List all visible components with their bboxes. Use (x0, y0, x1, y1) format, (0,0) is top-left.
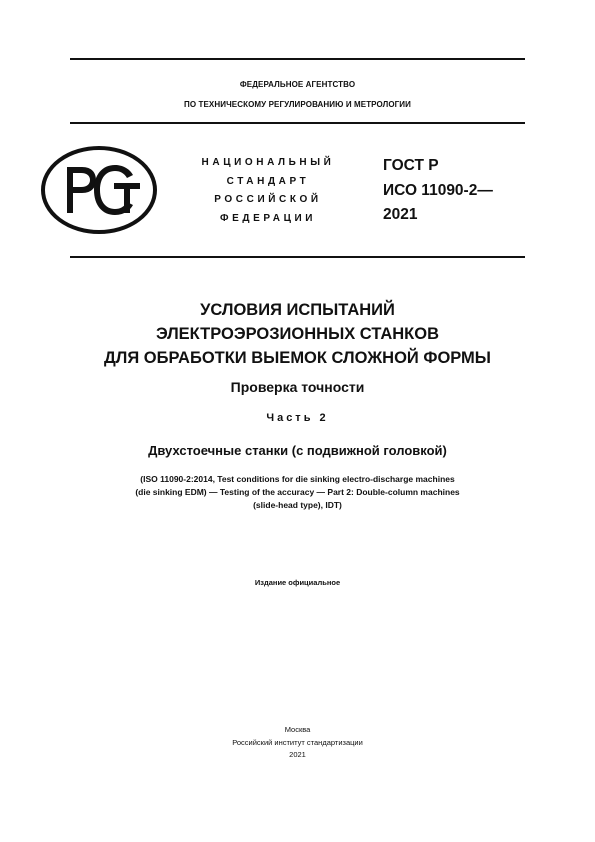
footer-publisher: Российский институт стандартизации (232, 737, 363, 747)
agency-line-2: ПО ТЕХНИЧЕСКОМУ РЕГУЛИРОВАНИЮ И МЕТРОЛОГИИ (183, 100, 412, 109)
top-rule (70, 58, 525, 60)
footer-year: 2021 (289, 750, 306, 759)
national-standard-line-4: ФЕДЕРАЦИИ (219, 212, 317, 224)
rst-certification-mark-icon (40, 145, 158, 235)
title-line-2: ЭЛЕКТРОЭРОЗИОННЫХ СТАНКОВ (155, 325, 440, 343)
iso-reference (40, 473, 555, 512)
part-label: Часть 2 (266, 412, 329, 424)
iso-reference-line-3: (slide-head type), IDT) (253, 500, 342, 510)
header-rule (70, 122, 525, 124)
document-title (30, 298, 565, 370)
publisher-footer (30, 724, 565, 762)
national-standard-line-3: РОССИЙСКОЙ (214, 194, 322, 205)
designation-line-3: 2021 (383, 206, 418, 223)
national-standard-line-2: СТАНДАРТ (226, 175, 310, 187)
document-subtitle: Проверка точности (230, 379, 365, 395)
standard-designation (383, 154, 493, 228)
designation-line-1: ГОСТ Р (383, 157, 439, 174)
part-title: Двухстоечные станки (с подвижной головкой) (148, 443, 447, 458)
title-rule (70, 256, 525, 258)
edition-note: Издание официальное (254, 578, 341, 587)
title-line-1: УСЛОВИЯ ИСПЫТАНИЙ (200, 301, 395, 319)
iso-reference-line-1: (ISO 11090-2:2014, Test conditions for die sinking electro-discharge machines (140, 474, 455, 484)
designation-line-2: ИСО 11090-2— (383, 181, 493, 199)
title-line-3: ДЛЯ ОБРАБОТКИ ВЫЕМОК СЛОЖНОЙ ФОРМЫ (104, 349, 491, 367)
iso-reference-line-2: (die sinking EDM) — Testing of the accuracy — Part 2: Double-column machines (135, 487, 460, 497)
agency-line-1: ФЕДЕРАЛЬНОЕ АГЕНТСТВО (239, 80, 356, 89)
national-standard-line-1: НАЦИОНАЛЬНЫЙ (201, 157, 335, 168)
footer-city: Москва (284, 725, 311, 734)
national-standard-label (178, 154, 358, 228)
